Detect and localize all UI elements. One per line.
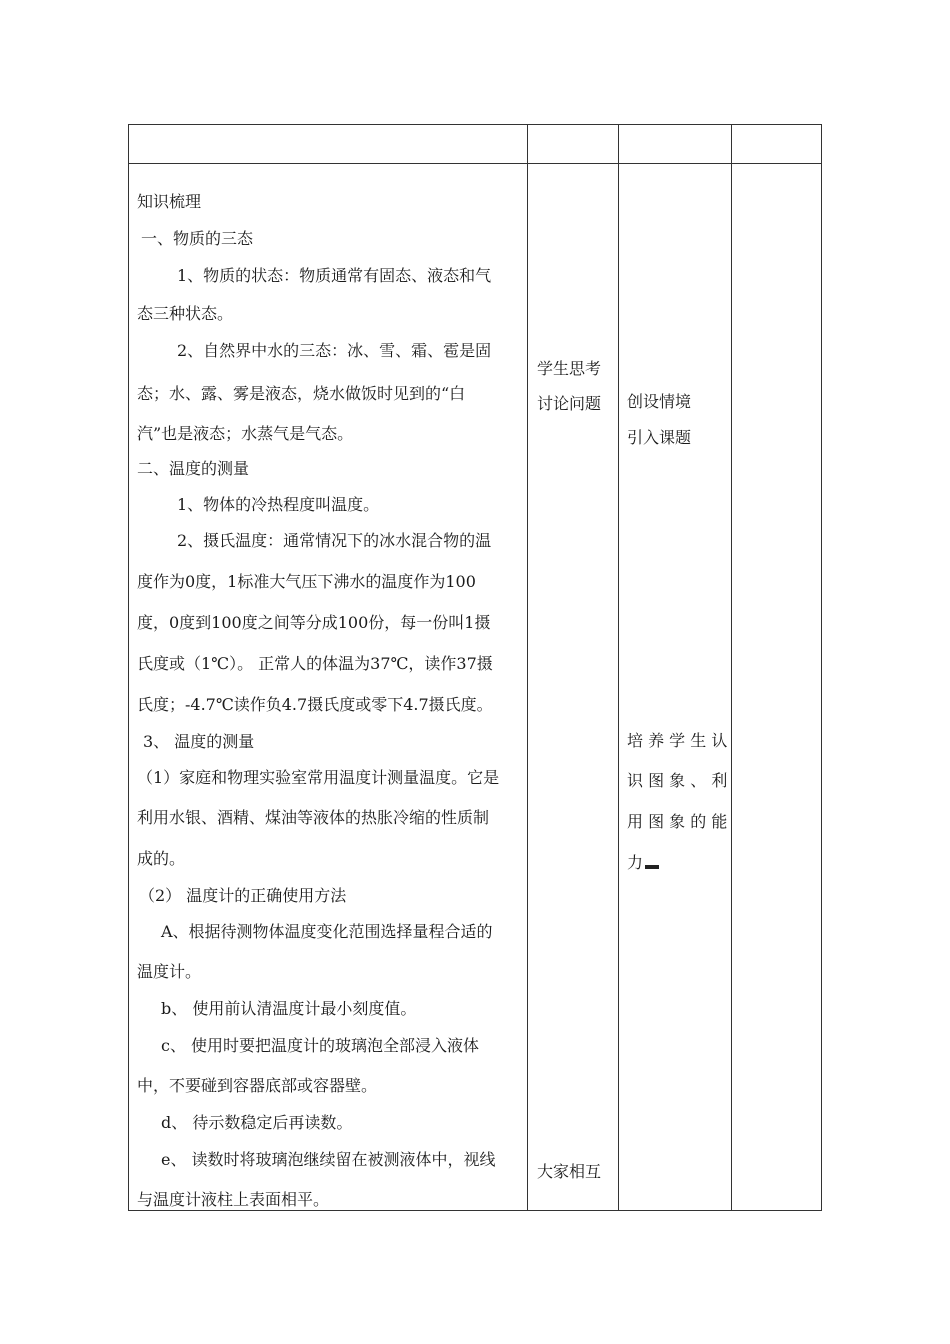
- header-row-divider: [129, 163, 821, 164]
- design-intent-line: 识 图 象 、 利: [627, 771, 728, 790]
- paragraph-line: A、根据待测物体温度变化范围选择量程合适的: [161, 922, 493, 941]
- paragraph-line: e、 读数时将玻璃泡继续留在被测液体中，视线: [161, 1150, 496, 1169]
- paragraph-line: 1、物质的状态：物质通常有固态、液态和气: [177, 266, 492, 285]
- design-intent-line: 力: [627, 853, 644, 872]
- paragraph-line: 2、摄氏温度：通常情况下的冰水混合物的温: [177, 531, 492, 550]
- paragraph-line: d、 待示数稳定后再读数。: [161, 1113, 353, 1132]
- paragraph-line: 成的。: [137, 849, 186, 868]
- subheading: 3、 温度的测量: [143, 732, 255, 751]
- paragraph-line: 1、物体的冷热程度叫温度。: [177, 495, 380, 514]
- subheading: 二、温度的测量: [137, 459, 250, 478]
- column-divider: [731, 125, 732, 1210]
- paragraph-line: 利用水银、酒精、煤油等液体的热胀冷缩的性质制: [137, 808, 490, 827]
- section-heading: 知识梳理: [137, 192, 202, 211]
- paragraph-line: 2、自然界中水的三态：冰、雪、霜、雹是固: [177, 341, 492, 360]
- subheading: 一、物质的三态: [141, 229, 254, 248]
- design-intent-line: 用 图 象 的 能: [627, 812, 728, 831]
- student-activity-line: 大家相互: [537, 1162, 602, 1181]
- design-intent-line: 创设情境: [627, 392, 692, 411]
- paragraph-line: （1）家庭和物理实验室常用温度计测量温度。它是: [137, 768, 500, 787]
- column-divider: [618, 125, 619, 1210]
- student-activity-line: 学生思考: [537, 359, 602, 378]
- paragraph-line: c、 使用时要把温度计的玻璃泡全部浸入液体: [161, 1036, 480, 1055]
- paragraph-line: b、 使用前认清温度计最小刻度值。: [161, 999, 417, 1018]
- paragraph-line: 温度计。: [137, 962, 202, 981]
- paragraph-line: 氏度或（1℃）。 正常人的体温为37℃，读作37摄: [137, 654, 493, 673]
- paragraph-line: 汽”也是液态；水蒸气是气态。: [137, 424, 354, 443]
- subheading: （2） 温度计的正确使用方法: [139, 886, 347, 905]
- paragraph-line: 度，0度到100度之间等分成100份，每一份叫1摄: [137, 613, 491, 632]
- paragraph-line: 氏度；-4.7℃读作负4.7摄氏度或零下4.7摄氏度。: [137, 695, 493, 714]
- ink-mark: [645, 865, 659, 869]
- paragraph-line: 中，不要碰到容器底部或容器壁。: [137, 1076, 378, 1095]
- design-intent-line: 引入课题: [627, 428, 692, 447]
- paragraph-line: 态三种状态。: [137, 304, 234, 323]
- student-activity-line: 讨论问题: [537, 394, 602, 413]
- paragraph-line: 态；水、露、雾是液态，烧水做饭时见到的“白: [137, 384, 466, 403]
- paragraph-line: 与温度计液柱上表面相平。: [137, 1190, 330, 1209]
- design-intent-line: 培 养 学 生 认: [627, 731, 728, 750]
- paragraph-line: 度作为0度，1标准大气压下沸水的温度作为100: [137, 572, 476, 591]
- column-divider: [527, 125, 528, 1210]
